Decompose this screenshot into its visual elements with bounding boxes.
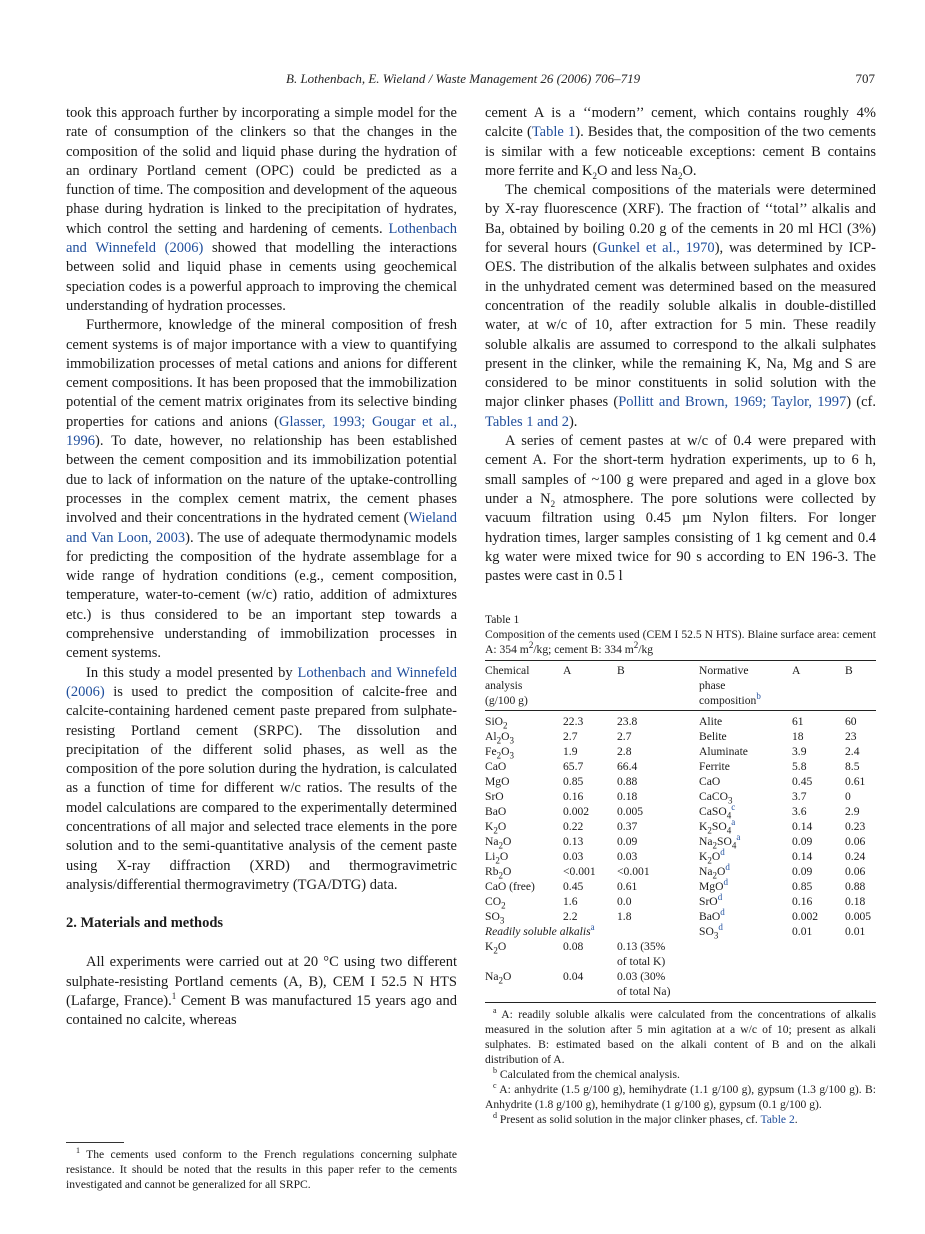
paragraph: Furthermore, knowledge of the mineral composition of fresh cement systems is of major importance with a view to quantifying immobilization processes of metal cations and anions for different cement compositions. It has been proposed that the immobilization potential of the cement matrix originates from its selective binding properties for cations and anions (Glasser, 1993; Gougar et al., 1996). To date, however, no relationship has been established between the cement composition and its immobilization potential due to lack of information on the nature of the uptake-controlling processes in the complex cement matrix, the cement phases involved and their concentrations in the hydrated cement (Wieland and Van Loon, 2003). The use of adequate thermodynamic models for predicting the composition of the hydrate assemblage for a wide range of hydration conditions (e.g., cement composition, temperature, water-to-cement (w/c) ratio, addition of admixtures etc.) is thus considered to be an important step towards a comprehensive understanding of immobilization processes in cement systems. (66, 317, 457, 662)
table-row: Readily soluble alkalis$^a$ $SO_3^d$ 0.01 0.01 (485, 922, 866, 941)
table-row: $CO_2$ 1.6 0.0 SrO$^d$ 0.16 0.18 (485, 892, 866, 911)
table-label: Table 1 (485, 613, 520, 626)
citation-link[interactable]: Lothenbach and Winnefeld (2006) (66, 220, 457, 257)
table-row: $Na_2O$ 0.04 0.03 (30% of total Na) (485, 970, 671, 998)
table-1 (485, 612, 876, 1127)
citation-link[interactable]: Gunkel et al., 1970 (597, 240, 715, 257)
composition-table (485, 661, 876, 999)
table-row: $Rb_2O$ <0.001 <0.001 $Na_2O^d$ 0.09 0.06 (485, 862, 866, 881)
table-row: $SO_3$ 2.2 1.8 BaO$^d$ 0.002 0.005 (485, 907, 872, 926)
table-footnotes: $^a$ A: readily soluble alkalis were calculated from the concentrations of alkalis measured in the solution after 5 min agitation at a w/c of 10; present as alkali sulphates. B: estimated based on the alkali content of B and on the alkali distribution of A. $^b$ Calculated from the chemical analysis. $^c$ A: anhydrite (1.5 g/100 g), hemihydrate (1.1 g/100 g), gypsum (1.3 g/100 g). B: Anhydrite (1.8 g/100 g), hemihydrate (1 g/100 g), gypsum (0.1 g/100 g). $^d$ Present as solid solution in the major clinker phases, cf. Table 2. (485, 1006, 876, 1126)
table-row: BaO 0.002 0.005 CaSO$_4^c$ 3.6 2.9 (485, 802, 860, 821)
paragraph: cement A is a ‘‘modern’’ cement, which contains roughly 4% calcite (Table 1). Besides that, the composition of the two cements is similar with a few noticeable exceptions: cement B contains more ferrite and $K_2O$ and less $Na_2O$. (485, 105, 876, 181)
footnote: $^1$ The cements used conform to the French regulations concerning sulphate resistance. It should be noted that the results in this paper refer to the cements investigated and cannot be generalized for all SRPC. (66, 1146, 457, 1191)
table-link[interactable]: Table 2 (760, 1113, 795, 1126)
paragraph: A series of cement pastes at w/c of 0.4 were prepared with cement A. For the short-term hydration experiments, up to 6 h, small samples of ~100 g were prepared and aged in a glove box under a $N_2$ atmosphere. The pore solutions were collected by vacuum filtration using 0.45 µm Nylon filters. For longer hydration times, larger samples consisting of 1 kg cement and 0.4 kg water were mixed twice for 90 s according to EN 196-3. The pastes were cast in 0.5 l (485, 433, 876, 585)
right-column (485, 104, 876, 586)
footnote-rule (66, 1142, 124, 1143)
citation-link[interactable]: Glasser, 1993; Gougar et al., 1996 (66, 413, 457, 450)
table-row: CaO 65.7 66.4 Ferrite 5.8 8.5 (485, 760, 860, 773)
table-link[interactable]: Table 1 (531, 124, 576, 141)
footnote-marker[interactable]: 1 (171, 991, 177, 1002)
paragraph: took this approach further by incorporating a simple model for the rate of consumption of the clinkers so that the changes in the composition of the solid and liquid phase during the hydration of an ordinary Portland cement (OPC) could be predicted as a function of time. The composition and development of the aqueous phase during hydration is linked to the precipitation of hydrates, which control the setting and hardening of cements. Lothenbach and Winnefeld (2006) showed that modelling the interactions between solid and liquid phase in cements using geochemical speciation codes is a powerful approach to improving the chemical understanding of hydration processes. (66, 105, 457, 314)
table-row: SrO 0.16 0.18 CaCO$_3$ 3.7 0 (485, 790, 851, 806)
table-row: $K_2O$ 0.08 0.13 (35% of total K) (485, 940, 666, 968)
citation-link[interactable]: Lothenbach and Winnefeld (2006) (66, 664, 458, 700)
table-row: $Fe_2O_3$ 1.9 2.8 Aluminate 3.9 2.4 (485, 745, 860, 761)
running-title: B. Lothenbach, E. Wieland / Waste Management 26 (2006) 706–719 (286, 71, 641, 86)
paragraph: All experiments were carried out at 20 °C using two different sulphate-resisting Portland cements (A, B), CEM I 52.5 N HTS (Lafarge, France).$^1$ Cement B was manufactured 15 years ago and contained no calcite, whereas (66, 954, 457, 1029)
table-link[interactable]: Tables 1 and 2 (485, 413, 569, 430)
citation-link[interactable]: Wieland and Van Loon, 2003 (66, 510, 457, 546)
table-row: CaO (free) 0.45 0.61 MgO$^d$ 0.85 0.88 (485, 877, 866, 893)
table-header-row: Chemical analysis (g/100 g) A B Normative phase composition$^b$ A B (485, 664, 853, 707)
table-row: SiO$_2$ 22.3 23.8 Alite 61 60 (485, 715, 857, 731)
table-row: MgO 0.85 0.88 CaO 0.45 0.61 (485, 775, 866, 788)
citation-link[interactable]: Pollitt and Brown, 1969; Taylor, 1997 (618, 394, 847, 411)
running-head (66, 71, 875, 91)
table-row: $Na_2O$ 0.13 0.09 $Na_2SO_4^a$ 0.09 0.06 (485, 832, 866, 851)
left-column (66, 104, 457, 1031)
section-heading: 2. Materials and methods (66, 915, 224, 932)
paragraph: In this study a model presented by Lothenbach and Winnefeld (2006) is used to predict the composition of calcite-free and calcite-containing hardened cement paste prepared from sulphate-resisting Portland cement (SRPC). The dissolution and precipitation of the different solid phases, as well as the composition of the pore solution during the hydration, is calculated as a function of time for different w/c ratios. The results of the model calculations are compared to the experimentally determined concentrations of all major and selected trace elements in the pore solution and to the semi-quantitative analysis of the cement paste using X-ray diffraction (XRD) and thermogravimetric analysis/differential thermogravimetry (TGA/DTG) data. (66, 664, 458, 893)
table-row: $Al_2O_3$ 2.7 2.7 Belite 18 23 (485, 730, 857, 746)
page-number: 707 (855, 71, 875, 86)
table-row: $K_2O$ 0.22 0.37 $K_2SO_4^a$ 0.14 0.23 (485, 817, 866, 836)
table-row: $Li_2O$ 0.03 0.03 $K_2O^d$ 0.14 0.24 (485, 847, 866, 866)
table-caption: Composition of the cements used (CEM I 52.5 N HTS). Blaine surface area: cement A: 354 $m^2/kg$; cement B: 334 $m^2/kg$ (485, 628, 876, 656)
paragraph: The chemical compositions of the materials were determined by X-ray fluorescence (XRF). The fraction of ‘‘total’’ alkalis and Ba, obtained by boiling 0.20 g of the cements in 20 ml HCl (3%) for several hours (Gunkel et al., 1970), was determined by ICP-OES. The distribution of the alkalis between sulphates and oxides in the unhydrated cement was determined based on the measured concentration of the readily soluble alkalis in double-distilled water, at w/c of 10, after extraction for 5 min. These readily soluble alkalis are assumed to correspond to the alkali sulphates present in the clinker, while the remaining K, Na, Mg and S are considered to be minor constituents in solid solution with the major clinker phases (Pollitt and Brown, 1969; Taylor, 1997) (cf. Tables 1 and 2). (485, 182, 876, 430)
